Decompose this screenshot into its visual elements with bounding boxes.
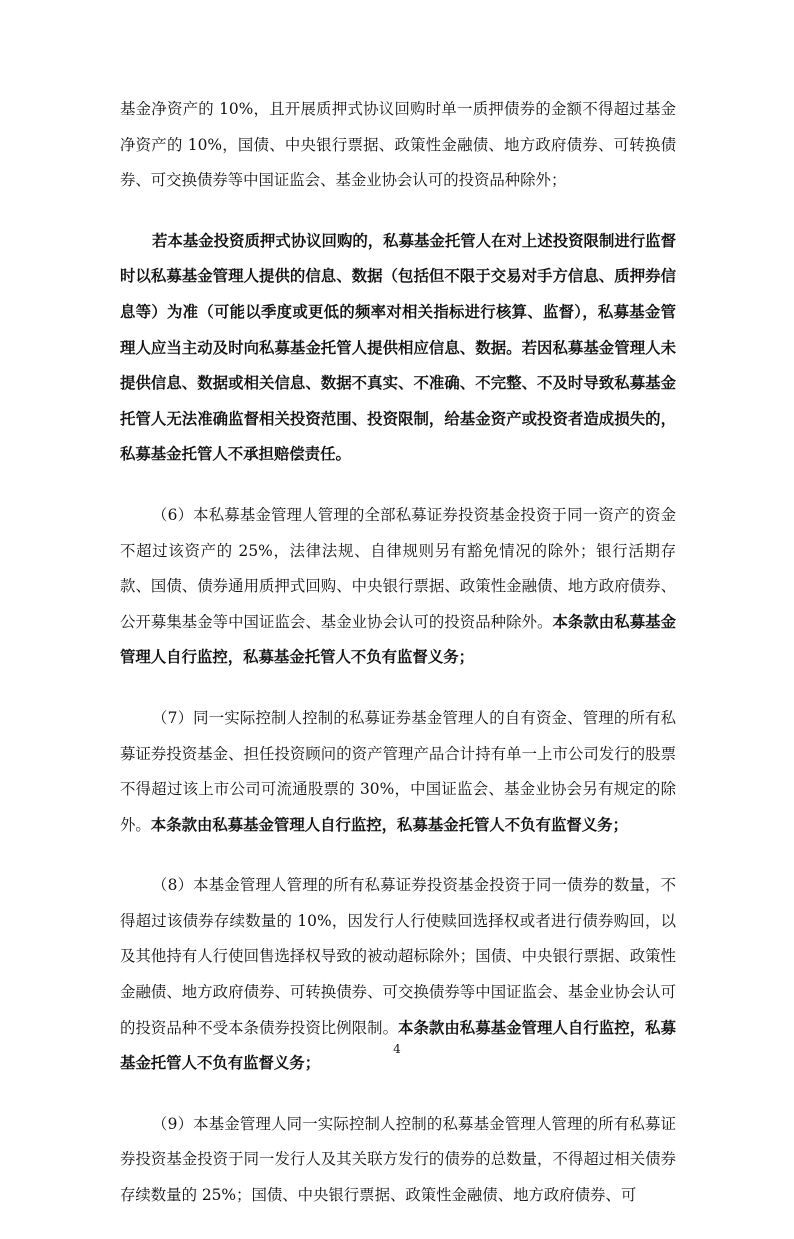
paragraph-bold-text: 本条款由私募基金管理人自行监控，私募基金托管人不负有监督义务； [120, 1018, 676, 1073]
paragraph-text: （8）本基金管理人管理的所有私募证券投资基金投资于同一债券的数量，不得超过该债券存续数量的 10%，因发行人行使赎回选择权或者进行债券购回，以及其他持有人行使回售选择权导致的被动超标除外；国债、中央银行票据、政策性金融债、地方政府债券、可转换债券、可交换债券等中国证监会、基金业协会认可的投资品种不受本条债券投资比例限制。 [120, 876, 676, 1037]
paragraph-custodian-disclaimer [120, 224, 676, 473]
paragraph-item-7 [120, 701, 676, 843]
paragraph-bold-text: 本条款由私募基金管理人自行监控，私募基金托管人不负有监督义务； [150, 815, 628, 834]
paragraph-text: （9）本基金管理人同一实际控制人控制的私募基金管理人管理的所有私募证券投资基金投资于同一发行人及其关联方发行的债券的总数量，不得超过相关债券存续数量的 25%；国债、中央银行票据、政策性金融债、地方政府债券、可 [120, 1114, 676, 1205]
page-number: 4 [393, 1042, 401, 1056]
paragraph-item-6 [120, 498, 676, 676]
document-page [120, 92, 676, 1239]
paragraph-text: （7）同一实际控制人控制的私募证券基金管理人的自有资金、管理的所有私募证券投资基金、担任投资顾问的资产管理产品合计持有单一上市公司发行的股票不得超过该上市公司可流通股票的 30%，中国证监会、基金业协会另有规定的除外。 [120, 708, 676, 834]
paragraph-bold-text: 若本基金投资质押式协议回购的，私募基金托管人在对上述投资限制进行监督时以私募基金管理人提供的信息、数据（包括但不限于交易对手方信息、质押券信息等）为准（可能以季度或更低的频率对相关指标进行核算、监督），私募基金管理人应当主动及时向私募基金托管人提供相应信息、数据。若因私募基金管理人未提供信息、数据或相关信息、数据不真实、不准确、不完整、不及时导致私募基金托管人无法准确监督相关投资范围、投资限制，给基金资产或投资者造成损失的，私募基金托管人不承担赔偿责任。 [120, 231, 676, 464]
paragraph-text: （6）本私募基金管理人管理的全部私募证券投资基金投资于同一资产的资金不超过该资产的 25%，法律法规、自律规则另有豁免情况的除外；银行活期存款、国债、债券通用质押式回购、中央银行票据、政策性金融债、地方政府债券、公开募集基金等中国证监会、基金业协会认可的投资品种除外。 [120, 505, 676, 631]
paragraph-bold-text: 本条款由私募基金管理人自行监控，私募基金托管人不负有监督义务； [120, 612, 676, 667]
paragraph-text: 基金净资产的 10%，且开展质押式协议回购时单一质押债券的金额不得超过基金净资产的 10%，国债、中央银行票据、政策性金融债、地方政府债券、可转换债券、可交换债券等中国证监会、基金业协会认可的投资品种除外； [120, 100, 676, 190]
paragraph-continuation [120, 92, 676, 199]
